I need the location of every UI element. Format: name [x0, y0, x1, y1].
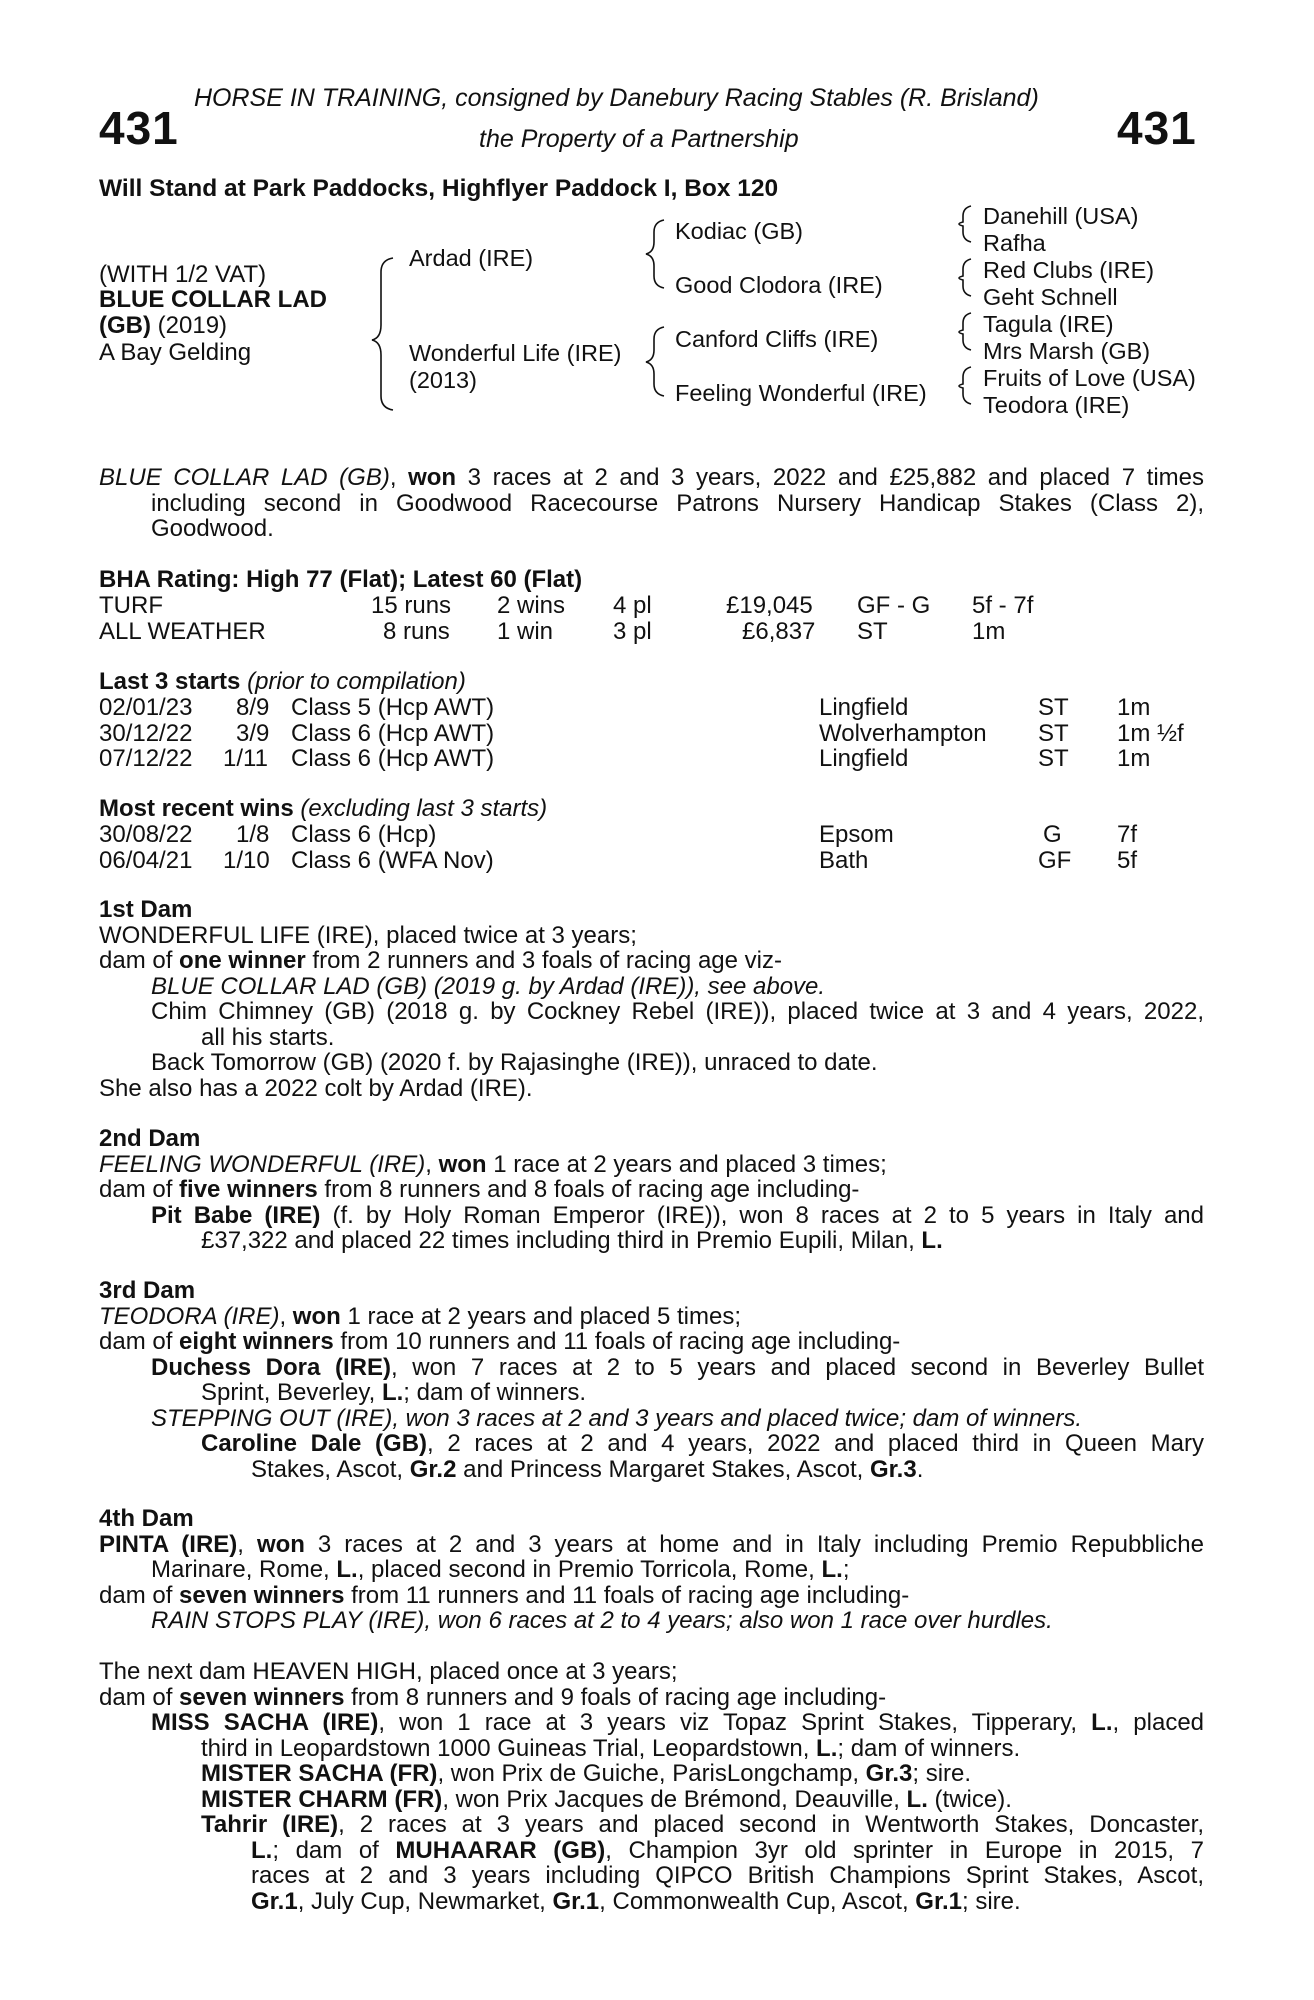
- third-dam-section: 3rd Dam TEODORA (IRE), won 1 race at 2 years and placed 5 times; dam of eight winners from 10 runners and 11 foals of racing age including- Duchess Dora (IRE), won 7 races at 2 to 5 years and placed second in Beverley Bullet Sprint, Beverley, L.; dam of winners. STEPPING OUT (IRE), won 3 races at 2 and 3 years and placed twice; dam of winners. Caroline Dale (GB), 2 races at 2 and 4 years, 2022 and placed third in Queen Mary Stakes, Ascot, Gr.2 and Princess Margaret Stakes, Ascot, Gr.3.: [99, 1277, 1204, 1483]
- horse-name: BLUE COLLAR LAD: [99, 286, 327, 313]
- pedigree-dam-sire: Canford Cliffs (IRE): [675, 326, 879, 352]
- horse-description: A Bay Gelding: [99, 339, 252, 366]
- second-dam-heading: 2nd Dam: [99, 1125, 201, 1152]
- recent-win-row: 06/04/21 1/10 Class 6 (WFA Nov) Bath GF 5f: [99, 846, 1138, 874]
- pedigree-sss: Danehill (USA): [983, 203, 1139, 229]
- stand-location: Will Stand at Park Paddocks, Highflyer Paddock I, Box 120: [99, 175, 779, 202]
- vat-note: (WITH 1/2 VAT): [99, 261, 267, 288]
- last-start-row: 07/12/22 1/11 Class 6 (Hcp AWT) Lingfield ST 1m: [99, 745, 1151, 772]
- pedigree-dam-year: (2013): [409, 367, 477, 393]
- race-summary: BLUE COLLAR LAD (GB), won 3 races at 2 and 3 years, 2022 and £25,882 and placed 7 times including second in Goodwood Racecourse Patrons Nursery Handicap Stakes (Class 2), Goodwood.: [99, 464, 1205, 542]
- recent-win-row: 30/08/22 1/8 Class 6 (Hcp) Epsom G 7f: [99, 821, 1138, 848]
- last-starts-heading: Last 3 starts (prior to compilation): [99, 668, 466, 695]
- pedigree-ssd: Rafha: [983, 230, 1046, 256]
- last-start-row: 30/12/22 3/9 Class 6 (Hcp AWT) Wolverhampton ST 1m ½f: [99, 719, 1184, 747]
- third-dam-heading: 3rd Dam: [99, 1277, 196, 1304]
- catalogue-subtitle: the Property of a Partnership: [479, 125, 799, 153]
- first-dam-section: 1st Dam WONDERFUL LIFE (IRE), placed twice at 3 years; dam of one winner from 2 runners and 3 foals of racing age viz- BLUE COLLAR LAD (GB) (2019 g. by Ardad (IRE)), see above. Chim Chimney (GB) (2018 g. by Cockney Rebel (IRE)), placed twice at 3 and 4 years, 2022, all his starts. Back Tomorrow (GB) (2020 f. by Rajasinghe (IRE)), unraced to date. She also has a 2022 colt by Ardad (IRE).: [99, 896, 1204, 1102]
- fourth-dam-section: 4th Dam PINTA (IRE), won 3 races at 2 and 3 years at home and in Italy including Premio Repubbliche Marinare, Rome, L., placed second in Premio Torricola, Rome, L.; dam of seven winners from 11 runners and 11 foals of racing age including- RAIN STOPS PLAY (IRE), won 6 races at 2 to 4 years; also won 1 race over hurdles.: [99, 1505, 1204, 1634]
- pedigree-dss: Tagula (IRE): [983, 311, 1114, 337]
- second-dam-section: 2nd Dam FEELING WONDERFUL (IRE), won 1 race at 2 years and placed 3 times; dam of five winners from 8 runners and 8 foals of racing age including- Pit Babe (IRE) (f. by Holy Roman Emperor (IRE)), won 8 races at 2 to 5 years in Italy and £37,322 and placed 22 times including third in Premio Eupili, Milan, L.: [99, 1125, 1204, 1254]
- pedigree-sds: Red Clubs (IRE): [983, 257, 1155, 283]
- pedigree-sire-dam: Good Clodora (IRE): [675, 272, 883, 298]
- pedigree-dds: Fruits of Love (USA): [983, 365, 1196, 391]
- recent-wins-heading: Most recent wins (excluding last 3 starts): [99, 795, 548, 822]
- lot-number-right: 431: [1117, 102, 1197, 154]
- pedigree-ddd: Teodora (IRE): [983, 392, 1130, 418]
- rating-table: [99, 593, 1209, 644]
- last-starts-table: [99, 695, 1209, 772]
- horse-bred-year: (GB) (2019): [99, 312, 228, 339]
- first-dam-heading: 1st Dam: [99, 896, 193, 923]
- rating-row-turf: TURF 15 runs 2 wins 4 pl £19,045 GF - G 5f - 7f: [99, 592, 1034, 619]
- bha-rating-heading: BHA Rating: High 77 (Flat); Latest 60 (Flat): [99, 566, 583, 593]
- pedigree-dam-dam: Feeling Wonderful (IRE): [675, 380, 927, 406]
- catalogue-title: HORSE IN TRAINING, consigned by Danebury Racing Stables (R. Brisland): [194, 84, 1039, 112]
- next-dam-section: The next dam HEAVEN HIGH, placed once at 3 years; dam of seven winners from 8 runners and 9 foals of racing age including- MISS SACHA (IRE), won 1 race at 3 years viz Topaz Sprint Stakes, Tipperary, L., placed third in Leopardstown 1000 Guineas Trial, Leopardstown, L.; dam of winners. MISTER SACHA (FR), won Prix de Guiche, ParisLongchamp, Gr.3; sire. MISTER CHARM (FR), won Prix Jacques de Brémond, Deauville, L. (twice). Tahrir (IRE), 2 races at 3 years and placed second in Wentworth Stakes, Doncaster, L.; dam of MUHAARAR (GB), Champion 3yr old sprinter in Europe in 2015, 7 races at 2 and 3 years including QIPCO British Champions Sprint Stakes, Ascot, Gr.1, July Cup, Newmarket, Gr.1, Commonwealth Cup, Ascot, Gr.1; sire.: [99, 1658, 1205, 1915]
- pedigree-sire-sire: Kodiac (GB): [675, 218, 803, 244]
- recent-wins-table: [99, 822, 1209, 873]
- pedigree-sdd: Geht Schnell: [983, 284, 1118, 310]
- fourth-dam-heading: 4th Dam: [99, 1505, 194, 1532]
- last-start-row: 02/01/23 8/9 Class 5 (Hcp AWT) Lingfield ST 1m: [99, 694, 1151, 721]
- pedigree-dam: Wonderful Life (IRE): [409, 340, 622, 366]
- pedigree-dsd: Mrs Marsh (GB): [983, 338, 1151, 364]
- rating-row-aw: ALL WEATHER 8 runs 1 win 3 pl £6,837 ST 1m: [99, 617, 1006, 645]
- pedigree-sire: Ardad (IRE): [409, 245, 534, 271]
- lot-number-left: 431: [99, 102, 179, 154]
